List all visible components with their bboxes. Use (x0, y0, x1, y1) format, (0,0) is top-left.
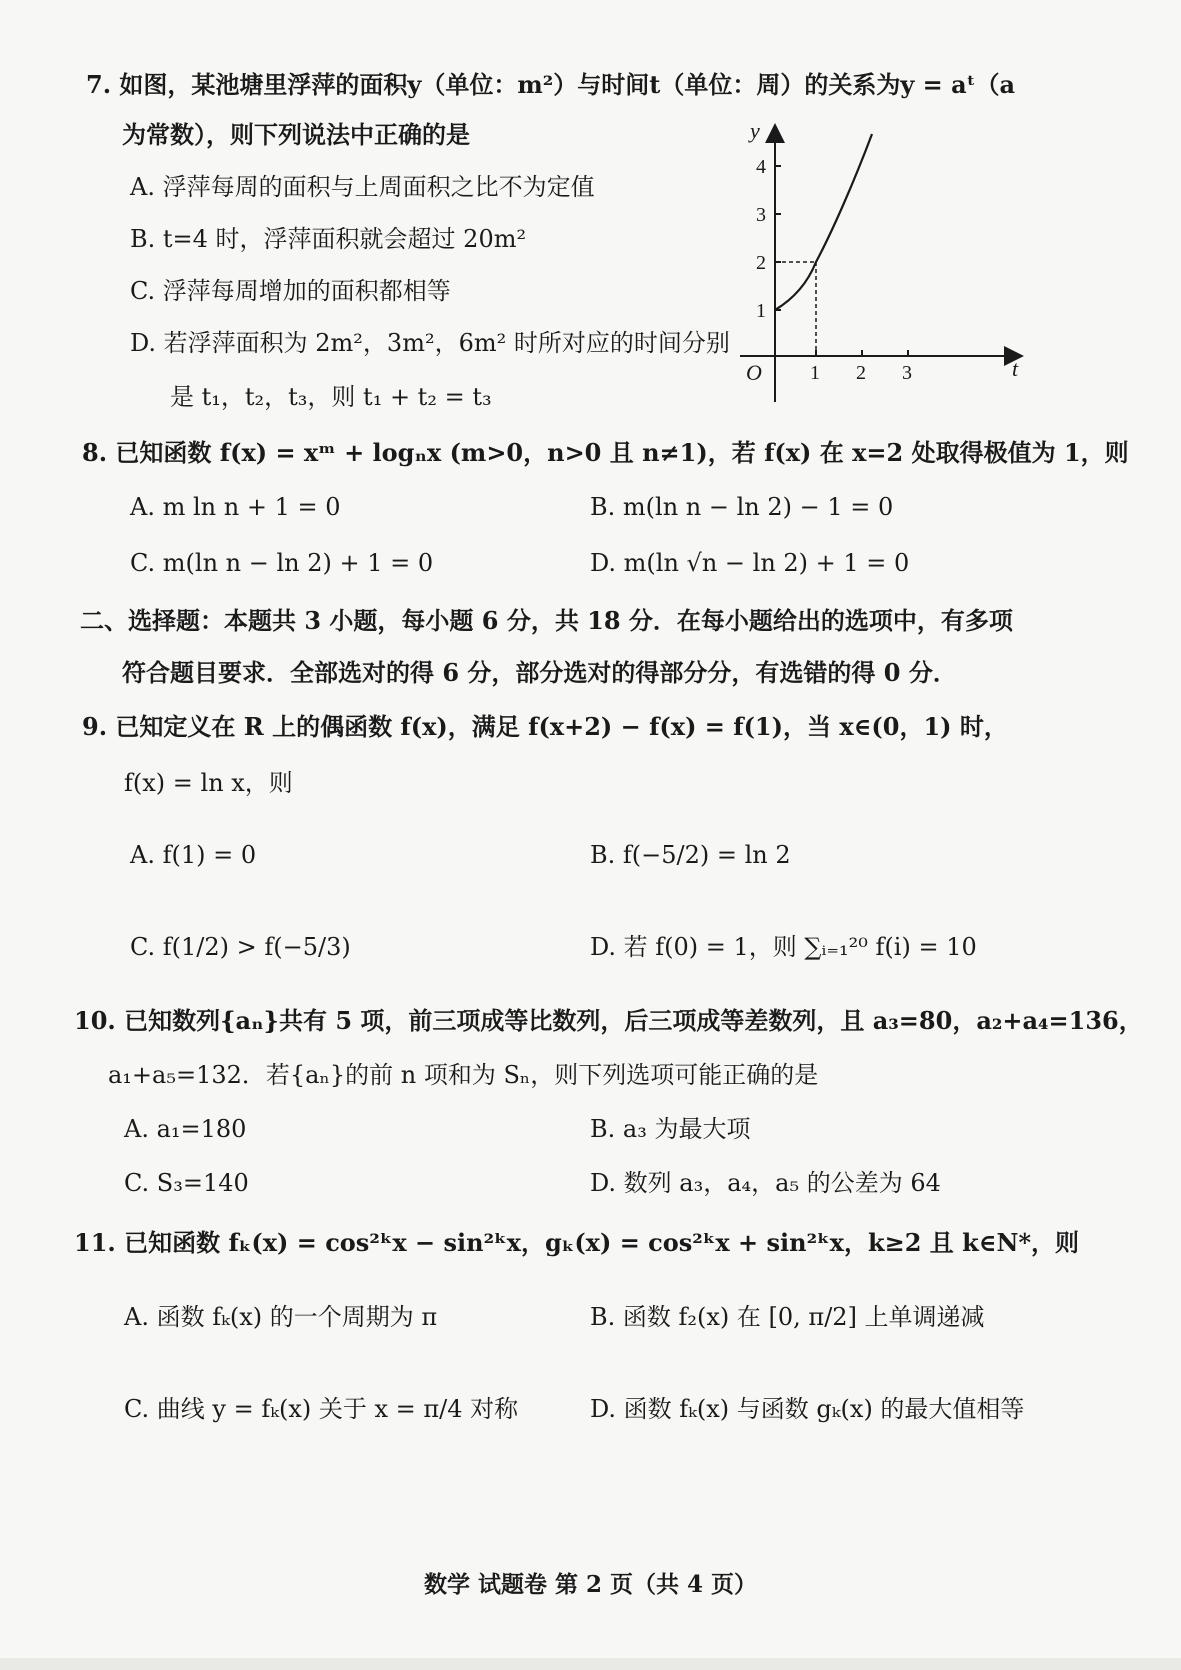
page-bottom-edge (0, 1658, 1181, 1670)
origin-label: O (746, 360, 762, 385)
q7-option-c: C. 浮萍每周增加的面积都相等 (130, 277, 451, 305)
q11-option-c: C. 曲线 y = fₖ(x) 关于 x = π/4 对称 (124, 1395, 519, 1423)
section2-heading-line1: 二、选择题：本题共 3 小题，每小题 6 分，共 18 分．在每小题给出的选项中，有多项 (80, 606, 1013, 635)
q7-option-d-line1: D. 若浮萍面积为 2m²，3m²，6m² 时所对应的时间分别 (130, 329, 730, 357)
y-axis-label: y (750, 118, 760, 143)
q11-option-a: A. 函数 fₖ(x) 的一个周期为 π (124, 1303, 438, 1331)
q7-stem-line2: 为常数），则下列说法中正确的是 (122, 120, 470, 149)
q7-option-a: A. 浮萍每周的面积与上周面积之比不为定值 (130, 173, 595, 201)
q10-option-c: C. S₃=140 (124, 1169, 249, 1197)
q9-stem-line1: 9. 已知定义在 R 上的偶函数 f(x)，满足 f(x+2) − f(x) = f(1)，当 x∈(0，1) 时， (82, 712, 1008, 741)
q7-option-d-line2: 是 t₁，t₂，t₃，则 t₁ + t₂ = t₃ (170, 383, 492, 411)
x-tick-label: 1 (810, 362, 820, 384)
y-tick-label: 2 (756, 252, 766, 274)
q11-option-b: B. 函数 f₂(x) 在 [0, π/2] 上单调递减 (590, 1303, 985, 1331)
q7-exponential-graph (746, 118, 1035, 422)
q10-stem-line2: a₁+a₅=132．若{aₙ}的前 n 项和为 Sₙ，则下列选项可能正确的是 (108, 1061, 819, 1089)
q10-option-b: B. a₃ 为最大项 (590, 1115, 751, 1143)
x-tick-label: 3 (902, 362, 912, 384)
t-axis-label: t (1012, 356, 1019, 381)
q8-option-c: C. m(ln n − ln 2) + 1 = 0 (130, 549, 434, 577)
q11-stem: 11. 已知函数 fₖ(x) = cos²ᵏx − sin²ᵏx，gₖ(x) = cos²ᵏx + sin²ᵏx，k≥2 且 k∈N*，则 (74, 1228, 1079, 1257)
q9-option-c: C. f(1/2) > f(−5/3) (130, 933, 351, 961)
q7-option-b: B. t=4 时，浮萍面积就会超过 20m² (130, 225, 527, 253)
x-tick-label: 2 (856, 362, 866, 384)
section2-heading-line2: 符合题目要求．全部选对的得 6 分，部分选对的得部分分，有选错的得 0 分． (122, 658, 957, 687)
q7-stem-line1: 7. 如图，某池塘里浮萍的面积y（单位：m²）与时间t（单位：周）的关系为y = aᵗ（a (86, 70, 1016, 99)
y-tick-label: 3 (756, 204, 766, 226)
q9-stem-line2: f(x) = ln x，则 (124, 769, 293, 797)
exponential-curve (775, 134, 872, 310)
q8-option-a: A. m ln n + 1 = 0 (130, 493, 341, 521)
q9-option-a: A. f(1) = 0 (130, 841, 257, 869)
q10-option-d: D. 数列 a₃，a₄，a₅ 的公差为 64 (590, 1169, 941, 1197)
q9-option-b: B. f(−5/2) = ln 2 (590, 841, 791, 869)
y-tick-label: 1 (756, 300, 766, 322)
page-footer: 数学 试题卷 第 2 页（共 4 页） (423, 1571, 758, 1598)
q11-option-d: D. 函数 fₖ(x) 与函数 gₖ(x) 的最大值相等 (590, 1395, 1025, 1423)
q10-option-a: A. a₁=180 (124, 1115, 247, 1143)
q8-stem: 8. 已知函数 f(x) = xᵐ + logₙx (m>0，n>0 且 n≠1)，若 f(x) 在 x=2 处取得极值为 1，则 (82, 438, 1129, 467)
q8-option-b: B. m(ln n − ln 2) − 1 = 0 (590, 493, 894, 521)
y-tick-label: 4 (756, 156, 766, 178)
q9-option-d: D. 若 f(0) = 1，则 ∑ᵢ₌₁²⁰ f(i) = 10 (590, 933, 977, 961)
q10-stem-line1: 10. 已知数列{aₙ}共有 5 项，前三项成等比数列，后三项成等差数列，且 a₃=80，a₂+a₄=136， (74, 1006, 1143, 1035)
q8-option-d: D. m(ln √n − ln 2) + 1 = 0 (590, 549, 910, 577)
